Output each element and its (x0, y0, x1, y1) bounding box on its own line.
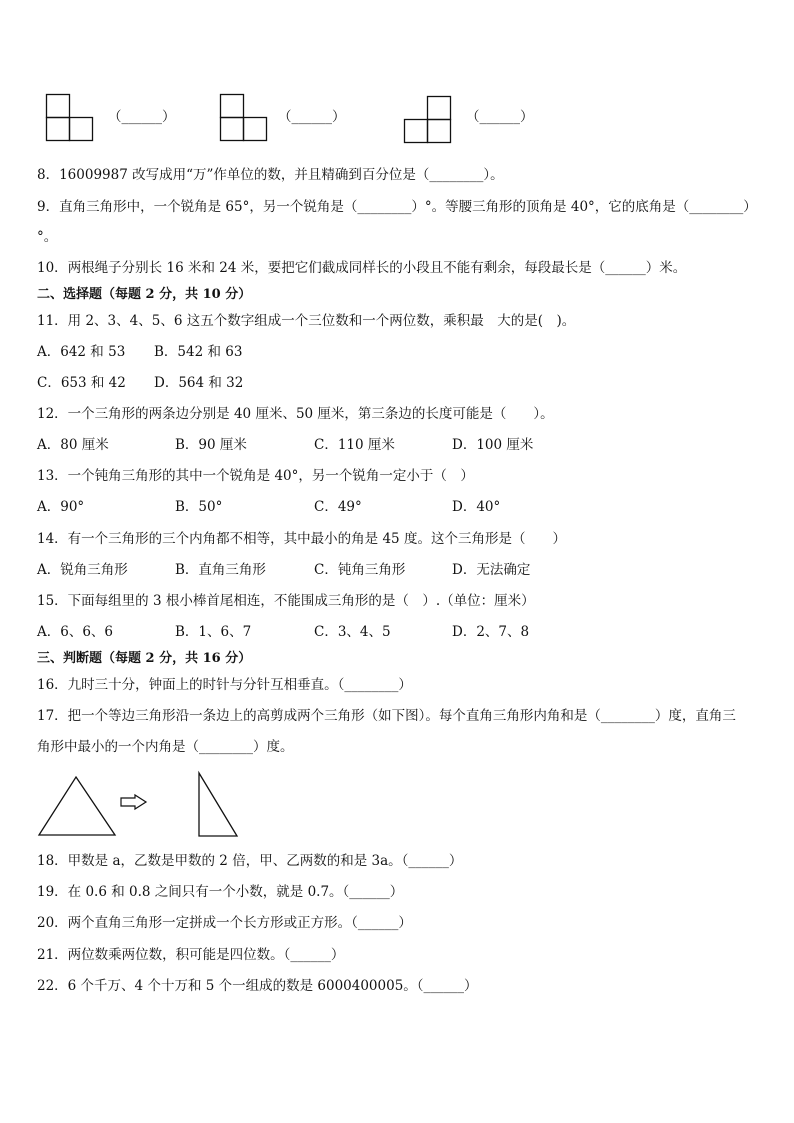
question-15-option-d: D．2、7、8 (452, 624, 530, 640)
question-12-option-b: B．90 厘米 (175, 437, 247, 453)
right-triangle (197, 772, 239, 838)
question-13-option-a: A．90° (37, 499, 85, 515)
question-13: 13．一个钝角三角形的其中一个锐角是 40°，另一个锐角一定小于（ ） (37, 468, 474, 484)
question-8 (37, 166, 504, 184)
question-13-option-d: D．40° (452, 499, 501, 515)
question-14-option-d: D．无法确定 (452, 562, 531, 578)
question-14-option-a: A．锐角三角形 (37, 562, 128, 578)
question-15-option-c: C．3、4、5 (314, 624, 391, 640)
question-14: 14．有一个三角形的三个内角都不相等，其中最小的角是 45 度。这个三角形是（ ） (37, 531, 566, 547)
question-8-number: 8． (37, 167, 60, 183)
question-11: 11．用 2、3、4、5、6 这五个数字组成一个三位数和一个两位数，乘积最 大的是( )。 (37, 313, 576, 329)
figure-3-blank: （______） (466, 109, 534, 125)
section-heading-judgement: 三、判断题（每题 2 分，共 16 分） (37, 651, 252, 666)
question-18: 18．甲数是 a，乙数是甲数的 2 倍，甲、乙两数的和是 3a。（______） (37, 853, 463, 869)
question-9-text: 直角三角形中，一个锐角是 65°，另一个锐角是（________）°。等腰三角形的顶角是 40°，它的底角是（________） (59, 199, 757, 215)
question-13-option-b: B．50° (175, 499, 223, 515)
equilateral-triangle (38, 776, 118, 838)
figure-1-squares (46, 94, 94, 142)
question-12-option-c: C．110 厘米 (314, 437, 395, 453)
question-21: 21．两位数乘两位数，积可能是四位数。（______） (37, 947, 345, 963)
question-16: 16．九时三十分，钟面上的时针与分针互相垂直。（________） (37, 677, 412, 693)
question-12-option-a: A．80 厘米 (37, 437, 109, 453)
question-9-number: 9． (37, 199, 60, 215)
question-19: 19．在 0.6 和 0.8 之间只有一个小数，就是 0.7。（______） (37, 884, 404, 900)
question-8-text: 16009987 改写成用“万”作单位的数，并且精确到百分位是（________）。 (59, 167, 504, 183)
question-11-option-c: C．653 和 42 (37, 375, 126, 391)
question-15: 15．下面每组里的 3 根小棒首尾相连，不能围成三角形的是（ ）.（单位：厘米） (37, 593, 535, 609)
question-17-line-1: 17．把一个等边三角形沿一条边上的高剪成两个三角形（如下图）。每个直角三角形内角和是（________）度，直角三 (37, 708, 736, 724)
question-22: 22．6 个千万、4 个十万和 5 个一组成的数是 6000400005。（______） (37, 978, 478, 994)
figure-1-blank: （______） (108, 109, 176, 125)
question-14-option-c: C．钝角三角形 (314, 562, 406, 578)
question-13-option-c: C．49° (314, 499, 362, 515)
question-10 (37, 259, 686, 277)
figure-2-squares (220, 94, 268, 142)
question-15-option-b: B．1、6、7 (175, 624, 252, 640)
question-11-option-d: D．564 和 32 (154, 375, 244, 391)
figure-2-blank: （______） (278, 109, 346, 125)
question-9 (37, 198, 757, 216)
figure-3-squares (404, 96, 452, 144)
question-11-option-a: A．642 和 53 (37, 344, 126, 360)
question-14-option-b: B．直角三角形 (175, 562, 266, 578)
question-11-option-b: B．542 和 63 (154, 344, 243, 360)
question-12: 12．一个三角形的两条边分别是 40 厘米、50 厘米，第三条边的长度可能是（ ）。 (37, 406, 554, 422)
question-12-option-d: D．100 厘米 (452, 437, 534, 453)
question-17-line-2: 角形中最小的一个内角是（________）度。 (37, 739, 294, 755)
arrow-right-icon (120, 794, 148, 810)
section-heading-choice: 二、选择题（每题 2 分，共 10 分） (37, 287, 252, 302)
question-20: 20．两个直角三角形一定拼成一个长方形或正方形。（______） (37, 915, 412, 931)
question-15-option-a: A．6、6、6 (37, 624, 114, 640)
question-10-number: 10． (37, 260, 68, 276)
question-10-text: 两根绳子分别长 16 米和 24 米，要把它们截成同样长的小段且不能有剩余，每段最长是（______）米。 (67, 260, 687, 276)
question-9-continued: °。 (37, 229, 58, 245)
